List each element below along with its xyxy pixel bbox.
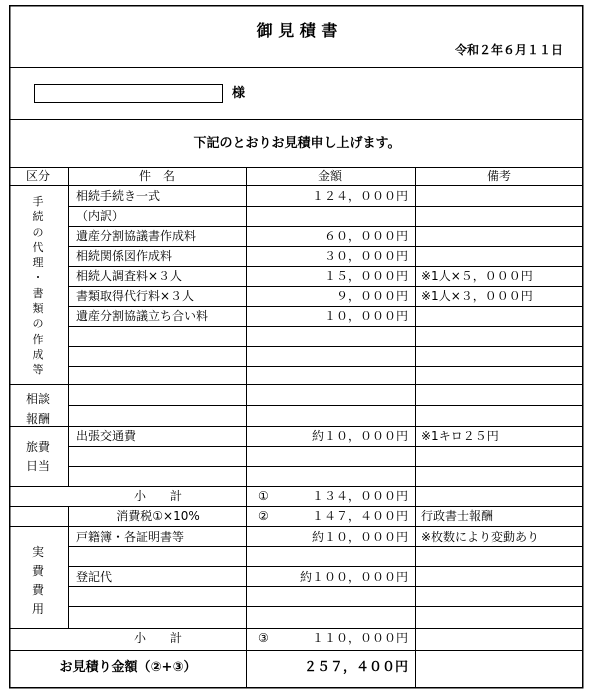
section-label-consultation: 相談 報酬: [26, 392, 51, 426]
col-header-amount: 金額: [317, 169, 343, 183]
col-header-note: 備考: [486, 169, 512, 183]
honorific: 様: [232, 86, 246, 101]
col-header-item: 件 名: [138, 169, 176, 183]
subtotal-amount: １３４，０００円: [311, 489, 408, 503]
table-row-item: 書類取得代行料×３人: [76, 289, 195, 303]
table-row-item: （内訳）: [76, 209, 125, 223]
total-amount: ２５７，４００円: [303, 660, 408, 675]
subtotal-label: 小 計: [133, 489, 183, 503]
table-row-note: ※1人×３，０００円: [421, 289, 533, 303]
table-row-item: 相続関係図作成料: [76, 249, 173, 263]
table-row-amount: １５，０００円: [323, 269, 408, 283]
table-row-item: 遺産分割協議立ち合い料: [76, 309, 209, 323]
table-row-amount: 約１０，０００円: [311, 530, 408, 544]
subtotal-marker: ①: [258, 489, 269, 503]
table-row-amount: ３０，０００円: [323, 249, 408, 263]
total-label: お見積り金額（②+③）: [59, 660, 197, 675]
table-row-amount: ６０，０００円: [323, 229, 408, 243]
subtotal-label: 小 計: [133, 631, 183, 645]
section-label-actual-expenses: 実 費 費 用: [31, 545, 44, 616]
section-label-procedure: 手 続 の 代 理 ・ 書 類 の 作 成 等: [32, 195, 44, 377]
table-row-item: 遺産分割協議書作成料: [76, 229, 197, 243]
table-row-item: 出張交通費: [76, 429, 137, 443]
table-row-note: ※1人×５，０００円: [421, 269, 533, 283]
subtotal-marker: ③: [258, 631, 269, 645]
tax-marker: ②: [258, 509, 269, 523]
tax-amount: １４７，４００円: [311, 509, 408, 523]
table-row-amount: １０，０００円: [323, 309, 408, 323]
col-header-category: 区分: [25, 169, 51, 183]
table-row-note: ※1キロ２５円: [421, 429, 499, 443]
table-row-note: ※枚数により変動あり: [421, 530, 540, 544]
table-row-amount: １２４，０００円: [311, 189, 408, 203]
table-row-item: 相続手続き一式: [76, 189, 161, 203]
section-label-travel: 旅費 日当: [26, 440, 51, 473]
subtotal-amount: １１０，０００円: [311, 631, 408, 645]
table-row-item: 相続人調査料×３人: [76, 269, 183, 283]
table-row-item: 戸籍簿・各証明書等: [76, 530, 185, 544]
table-row-amount: 約１００，０００円: [299, 570, 408, 584]
document-title: 御 見 積 書: [256, 21, 338, 40]
table-row-amount: 約１０，０００円: [311, 429, 408, 443]
table-row-item: 登記代: [76, 570, 113, 584]
intro-text: 下記のとおりお見積申し上げます。: [193, 136, 401, 151]
issue-date: 令和２年６月１１日: [454, 43, 563, 57]
tax-note: 行政書士報酬: [421, 509, 494, 523]
table-row-amount: ９，０００円: [335, 289, 408, 303]
tax-label: 消費税①×10%: [116, 509, 200, 523]
